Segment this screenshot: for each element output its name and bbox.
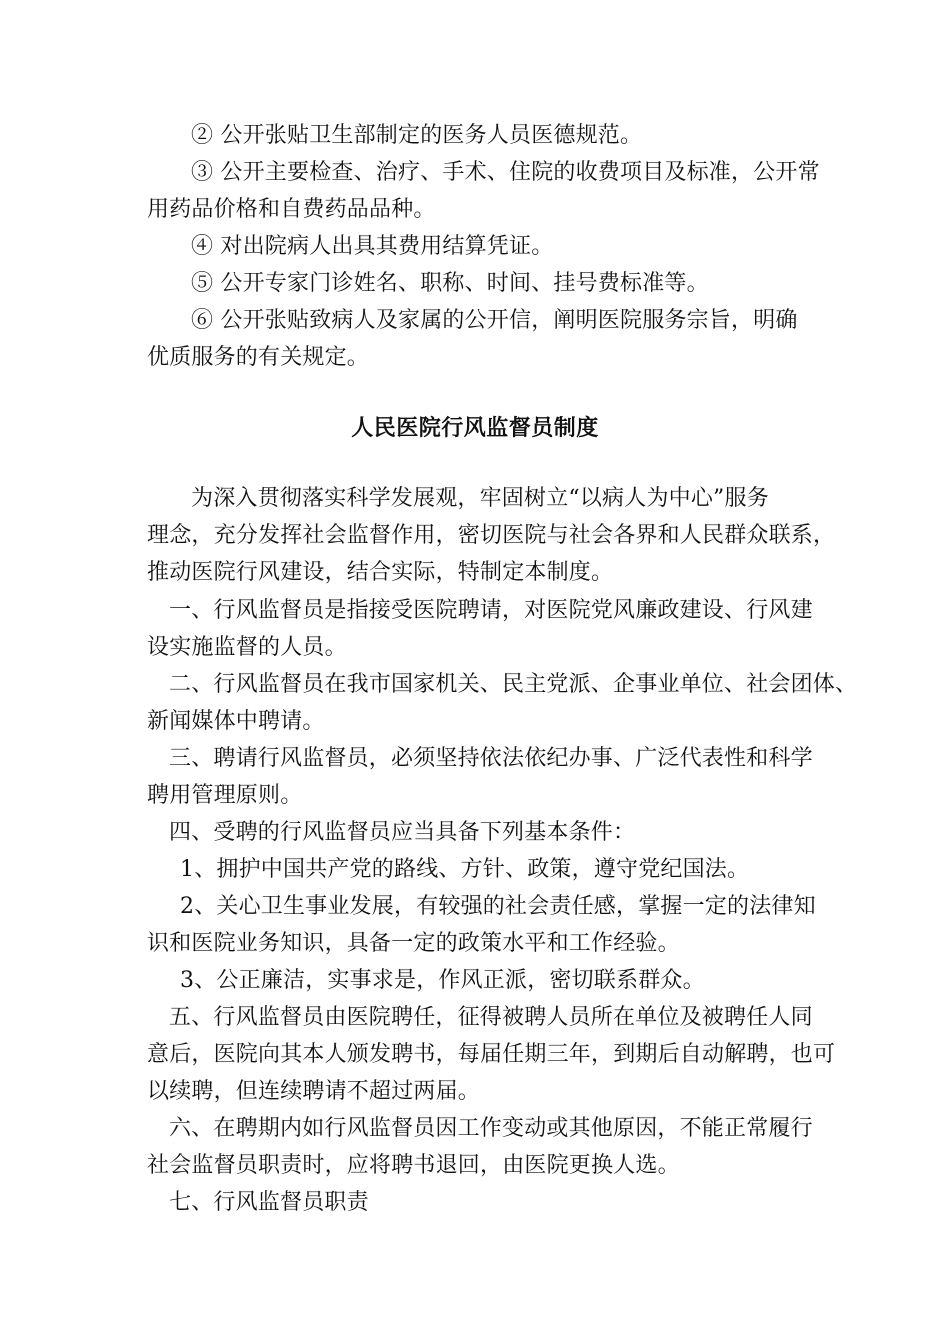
intro-line-1: 为深入贯彻落实科学发展观，牢固树立“以病人为中心”服务 [191,486,769,511]
article-3-line-1: 三、聘请行风监督员，必须坚持依法依纪办事、广泛代表性和科学 [169,746,813,771]
section-title: 人民医院行风监督员制度 [351,415,599,441]
condition-1: 1、拥护中国共产党的路线、方针、政策，遵守党纪国法。 [180,857,750,882]
article-6-line-2: 社会监督员职责时，应将聘书退回，由医院更换人选。 [147,1153,680,1178]
intro-line-3: 推动医院行风建设，结合实际，特制定本制度。 [147,560,614,585]
list-item-2: ② 公开张贴卫生部制定的医务人员医德规范。 [191,123,643,148]
article-7: 七、行风监督员职责 [169,1190,369,1215]
article-2-line-1: 二、行风监督员在我市国家机关、民主党派、企事业单位、社会团体、 [169,672,858,697]
list-item-6-line-1: ⑥ 公开张贴致病人及家属的公开信，阐明医院服务宗旨，明确 [191,308,798,333]
list-item-5: ⑤ 公开专家门诊姓名、职称、时间、挂号费标准等。 [191,271,709,296]
article-1-line-1: 一、行风监督员是指接受医院聘请，对医院党风廉政建设、行风建 [169,598,813,623]
article-5-line-3: 以续聘，但连续聘请不超过两届。 [147,1079,481,1104]
intro-line-2: 理念，充分发挥社会监督作用，密切医院与社会各界和人民群众联系， [147,523,836,548]
article-2-line-2: 新闻媒体中聘请。 [147,709,325,734]
list-item-6-line-2: 优质服务的有关规定。 [147,345,370,370]
article-5-line-2: 意后，医院向其本人颁发聘书，每届任期三年，到期后自动解聘，也可 [147,1042,836,1067]
list-item-3-line-1: ③ 公开主要检查、治疗、手术、住院的收费项目及标准，公开常 [191,160,820,185]
condition-2-line-2: 识和医院业务知识，具备一定的政策水平和工作经验。 [147,931,680,956]
list-item-4: ④ 对出院病人出具其费用结算凭证。 [191,234,554,259]
article-3-line-2: 聘用管理原则。 [147,783,303,808]
condition-3: 3、公正廉洁，实事求是，作风正派，密切联系群众。 [180,968,705,993]
condition-2-line-1: 2、关心卫生事业发展，有较强的社会责任感，掌握一定的法律知 [180,894,816,919]
article-5-line-1: 五、行风监督员由医院聘任，征得被聘人员所在单位及被聘任人同 [169,1005,813,1030]
article-6-line-1: 六、在聘期内如行风监督员因工作变动或其他原因，不能正常履行 [169,1116,813,1141]
article-1-line-2: 设实施监督的人员。 [147,635,347,660]
list-item-3-line-2: 用药品价格和自费药品品种。 [147,197,436,222]
article-4: 四、受聘的行风监督员应当具备下列基本条件： [169,820,636,845]
